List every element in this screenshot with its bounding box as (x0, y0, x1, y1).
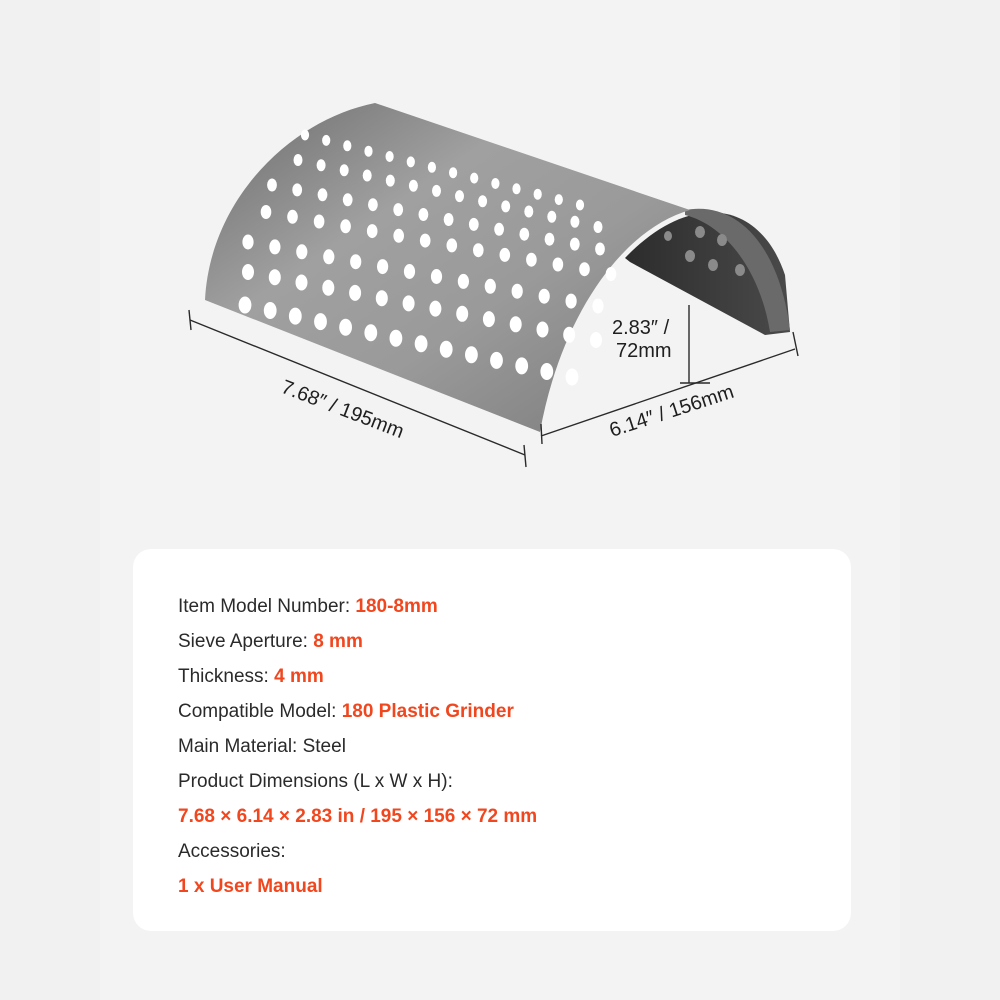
sieve-hole (294, 154, 303, 166)
sieve-hole (415, 335, 428, 352)
sieve-hole (322, 135, 330, 146)
sieve-hole (261, 205, 272, 219)
sieve-hole (563, 327, 575, 343)
length-dimension-label: 7.68″ / 195mm (278, 376, 407, 444)
sieve-hole (524, 206, 533, 218)
sieve-hole (592, 299, 603, 314)
sieve-hole (314, 215, 325, 229)
sieve-hole (458, 274, 469, 289)
sieve-hole (377, 259, 388, 274)
sieve-hole (555, 194, 563, 205)
spec-label: Compatible Model: (178, 701, 342, 722)
spec-accessories-label (178, 834, 537, 869)
sieve-hole (483, 311, 495, 327)
sieve-hole (537, 322, 549, 338)
sieve-hole (322, 280, 334, 296)
spec-thickness (178, 659, 537, 694)
sieve-hole (376, 290, 388, 306)
sieve-hole (419, 208, 429, 221)
sieve-hole (420, 234, 431, 248)
sieve-hole (606, 267, 617, 281)
spec-label: Product Dimensions (L x W x H): (178, 771, 453, 792)
spec-model-number (178, 589, 537, 624)
sieve-hole (289, 308, 302, 325)
sieve-hole (576, 200, 584, 211)
sieve-hole (470, 173, 478, 184)
sieve-hole (547, 211, 556, 223)
sieve-hole (407, 156, 415, 167)
spec-accessories-value (178, 869, 537, 904)
spec-dimensions-value (178, 799, 537, 834)
sieve-hole (512, 183, 520, 194)
height-dimension-label-line2: 72mm (616, 340, 672, 362)
spec-sieve-aperture (178, 624, 537, 659)
sieve-hole (323, 249, 334, 264)
sieve-hole (343, 193, 353, 206)
sieve-hole (545, 233, 555, 246)
sieve-hole (500, 248, 511, 262)
sieve-hole (510, 316, 522, 332)
sieve-hole (570, 238, 580, 251)
sieve-hole (386, 175, 395, 187)
sieve-hole (539, 289, 550, 304)
height-dimension-label-line1: 2.83″ / (612, 317, 670, 339)
sieve-hole (570, 216, 579, 228)
sieve-hole (432, 185, 441, 197)
sieve-hole (390, 330, 403, 347)
sieve-hole (287, 210, 298, 224)
sieve-hole (485, 279, 496, 294)
sieve-hole (456, 306, 468, 322)
sieve-hole (242, 235, 253, 250)
sieve-hole (264, 302, 277, 319)
sieve-hole (339, 319, 352, 336)
sieve-hole (403, 295, 415, 311)
spec-compatible-model (178, 694, 537, 729)
sieve-hole (447, 238, 458, 252)
sieve-hole (404, 264, 415, 279)
sieve-hole (364, 324, 377, 341)
sieve-hole (393, 203, 403, 216)
spec-value: 4 mm (274, 666, 324, 687)
spec-label: Item Model Number: (178, 596, 356, 617)
sieve-hole (473, 243, 484, 257)
sieve-hole (409, 180, 418, 192)
sieve-hole (242, 264, 254, 280)
sieve-hole (566, 294, 577, 309)
sieve-hole (343, 140, 351, 151)
sieve-hole (317, 159, 326, 171)
sieve-hole (301, 130, 309, 141)
sieve-hole (594, 221, 603, 233)
spec-label: Main Material: (178, 736, 303, 757)
sieve-hole (350, 254, 361, 269)
sieve-hole (340, 164, 349, 176)
spec-value: 8 mm (313, 631, 363, 652)
sieve-hole (501, 200, 510, 212)
spec-dimensions-label (178, 764, 537, 799)
sieve-hole (269, 269, 281, 285)
sieve-hole (340, 219, 351, 233)
sieve-hole (239, 297, 252, 314)
sieve-hole (534, 189, 542, 200)
sieve-hole (469, 218, 479, 231)
spec-value: 7.68 × 6.14 × 2.83 in / 195 × 156 × 72 mm (178, 806, 538, 827)
spec-list (178, 589, 537, 904)
spec-value: 180-8mm (355, 596, 438, 617)
sieve-hole (429, 301, 441, 317)
width-dimension-label: 6.14″ / 156mm (606, 380, 737, 442)
sieve-hole (590, 332, 602, 348)
sieve-hole (566, 369, 579, 386)
sieve-hole (512, 284, 523, 299)
spec-value: 1 x User Manual (178, 876, 323, 897)
sieve-hole (449, 167, 457, 178)
sieve-hole (269, 239, 280, 254)
sieve-hole (579, 262, 590, 276)
sieve-outer-surface (205, 103, 690, 432)
spec-label: Thickness: (178, 666, 275, 687)
spec-label: Accessories: (178, 841, 286, 862)
spec-card (133, 549, 851, 931)
spec-value: Steel (302, 736, 346, 757)
sieve-hole (491, 178, 499, 189)
sieve-hole (267, 179, 277, 192)
spec-main-material (178, 729, 537, 764)
sieve-hole (386, 151, 394, 162)
sieve-hole (431, 269, 442, 284)
sieve-hole (318, 188, 328, 201)
sieve-hole (519, 228, 529, 241)
sieve-hole (364, 146, 372, 157)
sieve-hole (494, 223, 504, 236)
sieve-hole (292, 183, 302, 196)
sieve-hole (526, 253, 537, 267)
sieve-hole (595, 243, 605, 256)
sieve-hole (428, 162, 436, 173)
sieve-hole (444, 213, 454, 226)
sieve-hole (349, 285, 361, 301)
sieve-hole (314, 313, 327, 330)
sieve-hole (515, 357, 528, 374)
sieve-hole (540, 363, 553, 380)
sieve-hole (478, 195, 487, 207)
sieve-hole (363, 170, 372, 182)
sieve-hole (455, 190, 464, 202)
sieve-hole (368, 198, 378, 211)
spec-label: Sieve Aperture: (178, 631, 314, 652)
sieve-hole (553, 258, 564, 272)
sieve-hole (393, 229, 404, 243)
sieve-hole (367, 224, 378, 238)
sieve-hole (296, 244, 307, 259)
sieve-hole (440, 341, 453, 358)
sieve-hole (296, 275, 308, 291)
sieve-hole (465, 346, 478, 363)
sieve-hole (490, 352, 503, 369)
spec-value: 180 Plastic Grinder (341, 701, 514, 722)
